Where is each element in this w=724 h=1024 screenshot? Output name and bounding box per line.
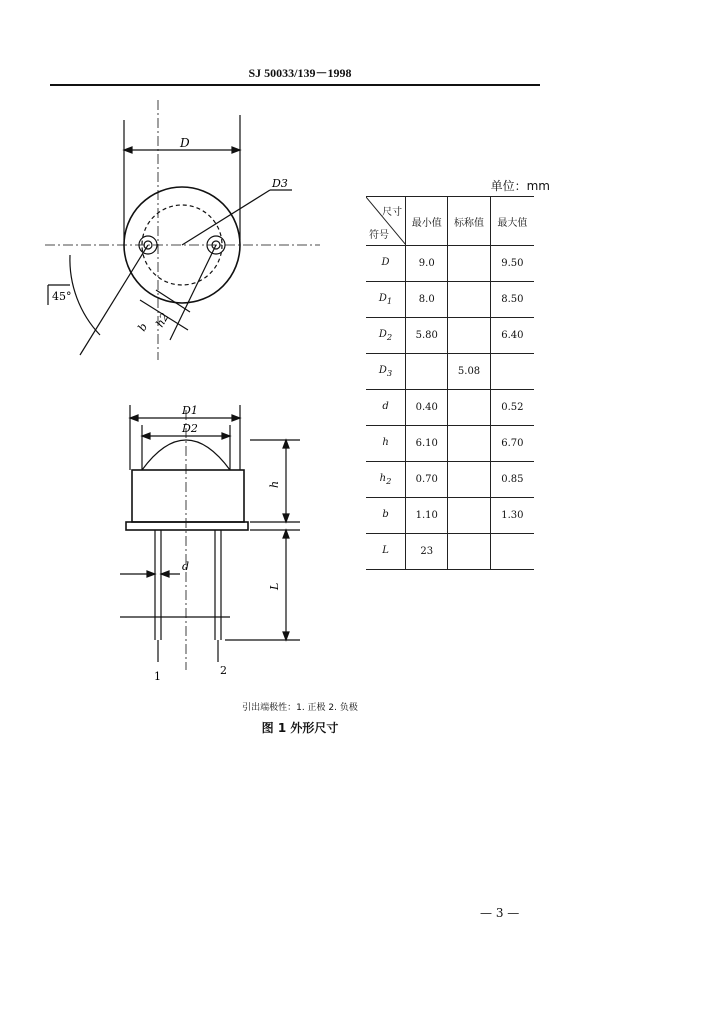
table-row [366, 246, 534, 282]
header-rule [50, 84, 540, 86]
pin-label-2: 2 [220, 664, 227, 677]
value-nominal [448, 318, 490, 354]
row-symbol: b [366, 498, 406, 534]
table-corner-cell [366, 197, 406, 246]
page-number: — 3 — [480, 906, 520, 920]
row-symbol: $D_1$ [366, 282, 406, 318]
value-max: 8.50 [490, 282, 534, 318]
value-min: 23 [406, 534, 448, 570]
column-header-nominal: 标称值 [448, 197, 490, 246]
row-symbol: $h_2$ [366, 462, 406, 498]
unit-label: 单位：mm [490, 179, 550, 193]
value-nominal [448, 534, 490, 570]
document-header: SJ 50033/139－1998 [248, 66, 352, 80]
table-row [366, 462, 534, 498]
row-symbol: d [366, 390, 406, 426]
dim-label-h2: h2 [153, 310, 172, 330]
value-min: 5.80 [406, 318, 448, 354]
dim-label-D1: D1 [182, 404, 198, 417]
dim-label-b: b [135, 320, 151, 334]
value-min: 0.70 [406, 462, 448, 498]
value-nominal [448, 390, 490, 426]
value-max: 0.52 [490, 390, 534, 426]
value-min: 8.0 [406, 282, 448, 318]
column-header-min: 最小值 [406, 197, 448, 246]
value-min: 9.0 [406, 246, 448, 282]
value-max: 0.85 [490, 462, 534, 498]
pin-label-1: 1 [154, 670, 161, 683]
table-row [366, 354, 534, 390]
value-nominal [448, 246, 490, 282]
table-header-row [366, 197, 534, 246]
dim-label-h: h [268, 480, 281, 488]
table-row [366, 534, 534, 570]
value-max: 6.70 [490, 426, 534, 462]
row-symbol: h [366, 426, 406, 462]
figure-caption: 图 1 外形尺寸 [261, 721, 339, 735]
top-view-drawing [40, 100, 320, 370]
table-row [366, 426, 534, 462]
row-symbol: D [366, 246, 406, 282]
dimension-table [366, 196, 534, 570]
angle-label: 45° [52, 290, 72, 303]
corner-top-label: 尺寸 [382, 207, 403, 218]
row-symbol: $D_3$ [366, 354, 406, 390]
value-nominal [448, 282, 490, 318]
value-max: 6.40 [490, 318, 534, 354]
table-row [366, 318, 534, 354]
value-max: 1.30 [490, 498, 534, 534]
column-header-max: 最大值 [490, 197, 534, 246]
row-symbol: $D_2$ [366, 318, 406, 354]
value-max [490, 534, 534, 570]
value-nominal: 5.08 [448, 354, 490, 390]
row-symbol: L [366, 534, 406, 570]
dim-label-D: D [180, 136, 190, 150]
table-row [366, 282, 534, 318]
dim-label-L: L [268, 582, 281, 590]
dim-label-D2: D2 [182, 422, 198, 435]
dim-label-d: d [182, 560, 190, 573]
value-min [406, 354, 448, 390]
table-row [366, 390, 534, 426]
value-max: 9.50 [490, 246, 534, 282]
value-nominal [448, 426, 490, 462]
side-view-drawing [110, 400, 320, 690]
value-min: 0.40 [406, 390, 448, 426]
value-max [490, 354, 534, 390]
dim-label-D3: D3 [272, 177, 288, 190]
table-row [366, 498, 534, 534]
value-nominal [448, 498, 490, 534]
value-nominal [448, 462, 490, 498]
value-min: 6.10 [406, 426, 448, 462]
lead-polarity-caption: 引出端极性：1. 正极 2. 负极 [242, 703, 358, 713]
corner-bottom-label: 符号 [369, 230, 389, 241]
value-min: 1.10 [406, 498, 448, 534]
